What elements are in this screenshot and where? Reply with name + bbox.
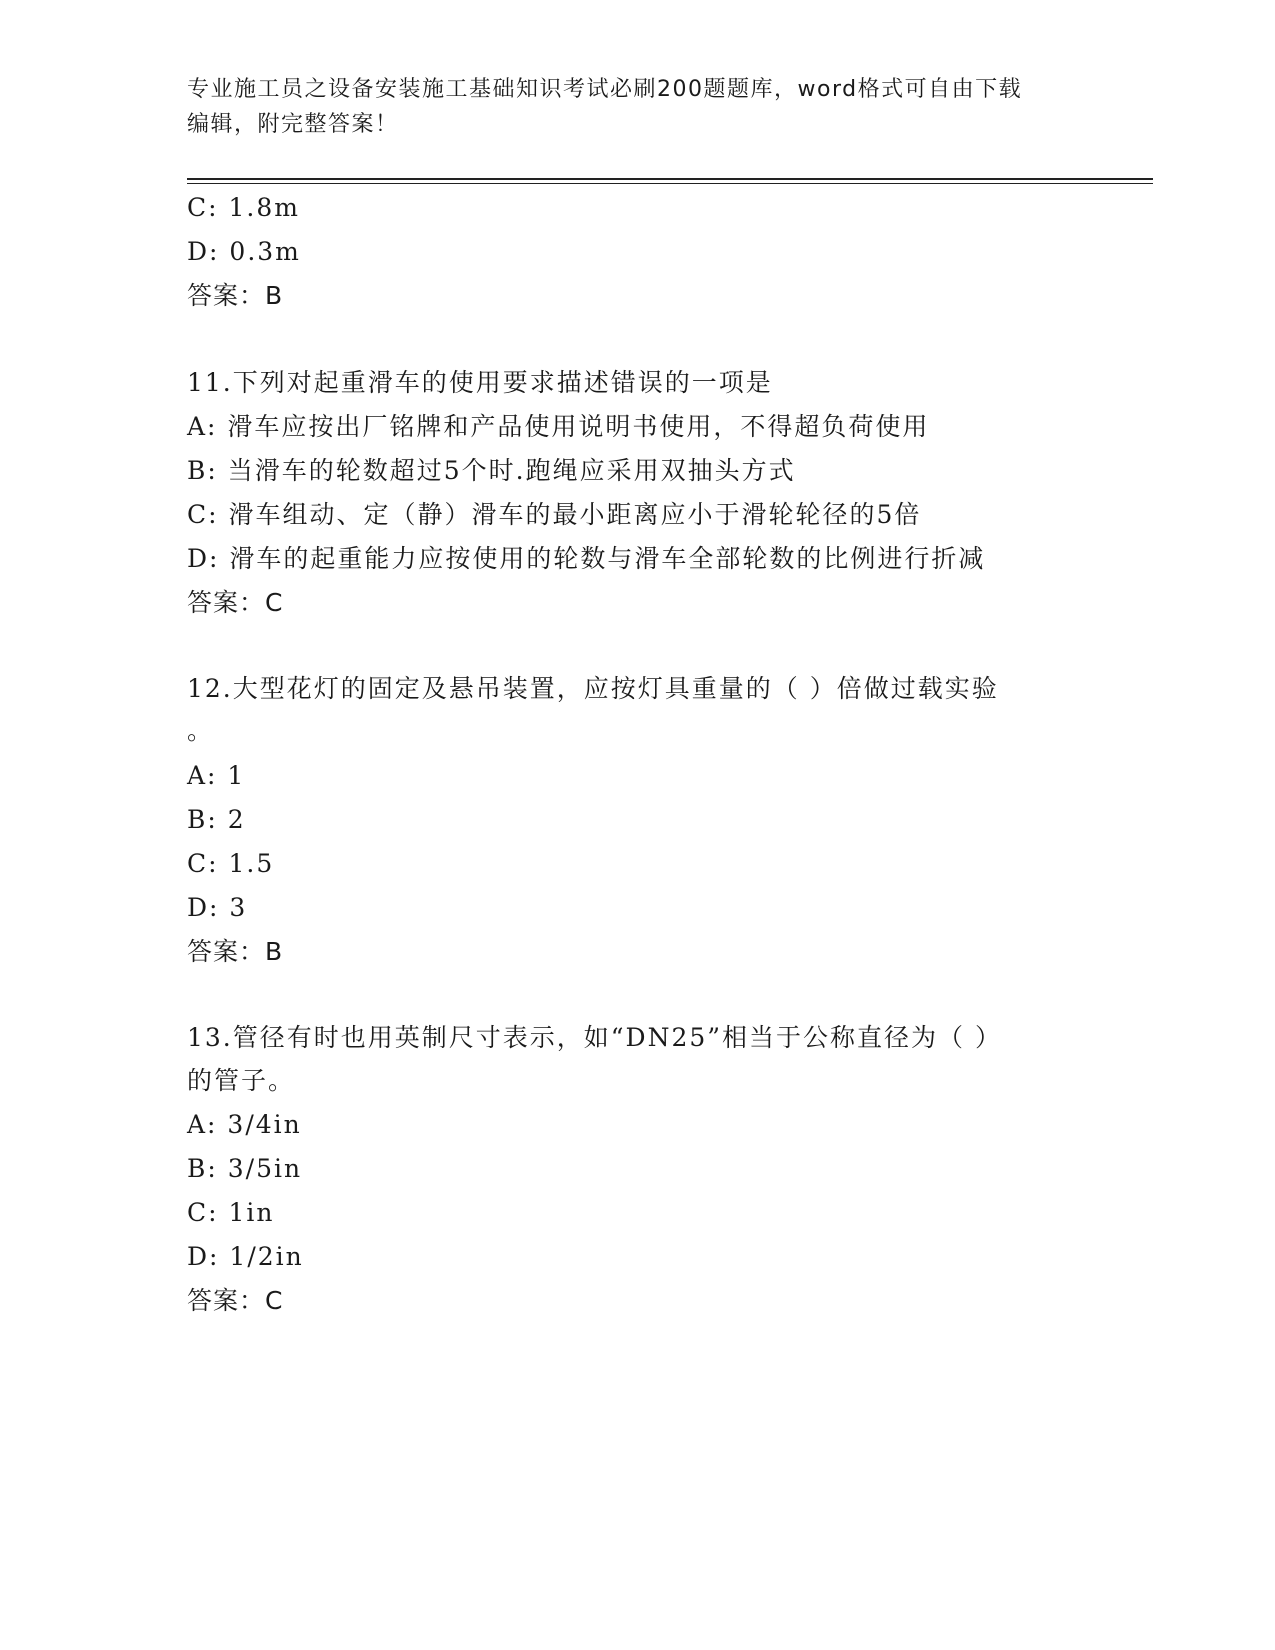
question-12-option-a: A: 1 (187, 761, 246, 790)
question-13-option-b: B: 3/5in (187, 1154, 303, 1183)
question-12-option-d: D: 3 (187, 893, 248, 922)
header-line-2: 编辑，附完整答案！ (187, 112, 399, 137)
question-13-option-d: D: 1/2in (187, 1242, 304, 1271)
question-12-answer: 答案：B (187, 937, 284, 966)
question-12-option-c: C: 1.5 (187, 849, 275, 878)
header-divider-thick (187, 178, 1153, 180)
question-11-option-a: A: 滑车应按出厂铭牌和产品使用说明书使用，不得超负荷使用 (187, 412, 930, 441)
question-12-stem-continued: 。 (187, 716, 215, 745)
answer-label: 答案：B (187, 281, 284, 310)
question-13-option-c: C: 1in (187, 1198, 275, 1227)
question-11-stem: 11.下列对起重滑车的使用要求描述错误的一项是 (187, 368, 773, 397)
question-11-option-c: C: 滑车组动、定（静）滑车的最小距离应小于滑轮轮径的5倍 (187, 500, 922, 529)
question-12-option-b: B: 2 (187, 805, 246, 834)
option-c: C: 1.8m (187, 193, 300, 222)
document-header (187, 72, 1087, 142)
option-d: D: 0.3m (187, 237, 301, 266)
header-divider-thin (187, 183, 1153, 184)
question-13-stem-continued: 的管子。 (187, 1066, 296, 1095)
question-11-option-d: D: 滑车的起重能力应按使用的轮数与滑车全部轮数的比例进行折减 (187, 544, 986, 573)
question-13-answer: 答案：C (187, 1286, 284, 1315)
header-line-1: 专业施工员之设备安装施工基础知识考试必刷200题题库，word格式可自由下载 (187, 77, 1023, 102)
question-13-option-a: A: 3/4in (187, 1110, 302, 1139)
question-13-stem: 13.管径有时也用英制尺寸表示，如“DN25”相当于公称直径为（ ） (187, 1023, 1002, 1052)
question-12-stem: 12.大型花灯的固定及悬吊装置，应按灯具重量的（ ）倍做过载实验 (187, 674, 999, 703)
question-11-option-b: B: 当滑车的轮数超过5个时.跑绳应采用双抽头方式 (187, 456, 796, 485)
question-11-answer: 答案：C (187, 588, 284, 617)
